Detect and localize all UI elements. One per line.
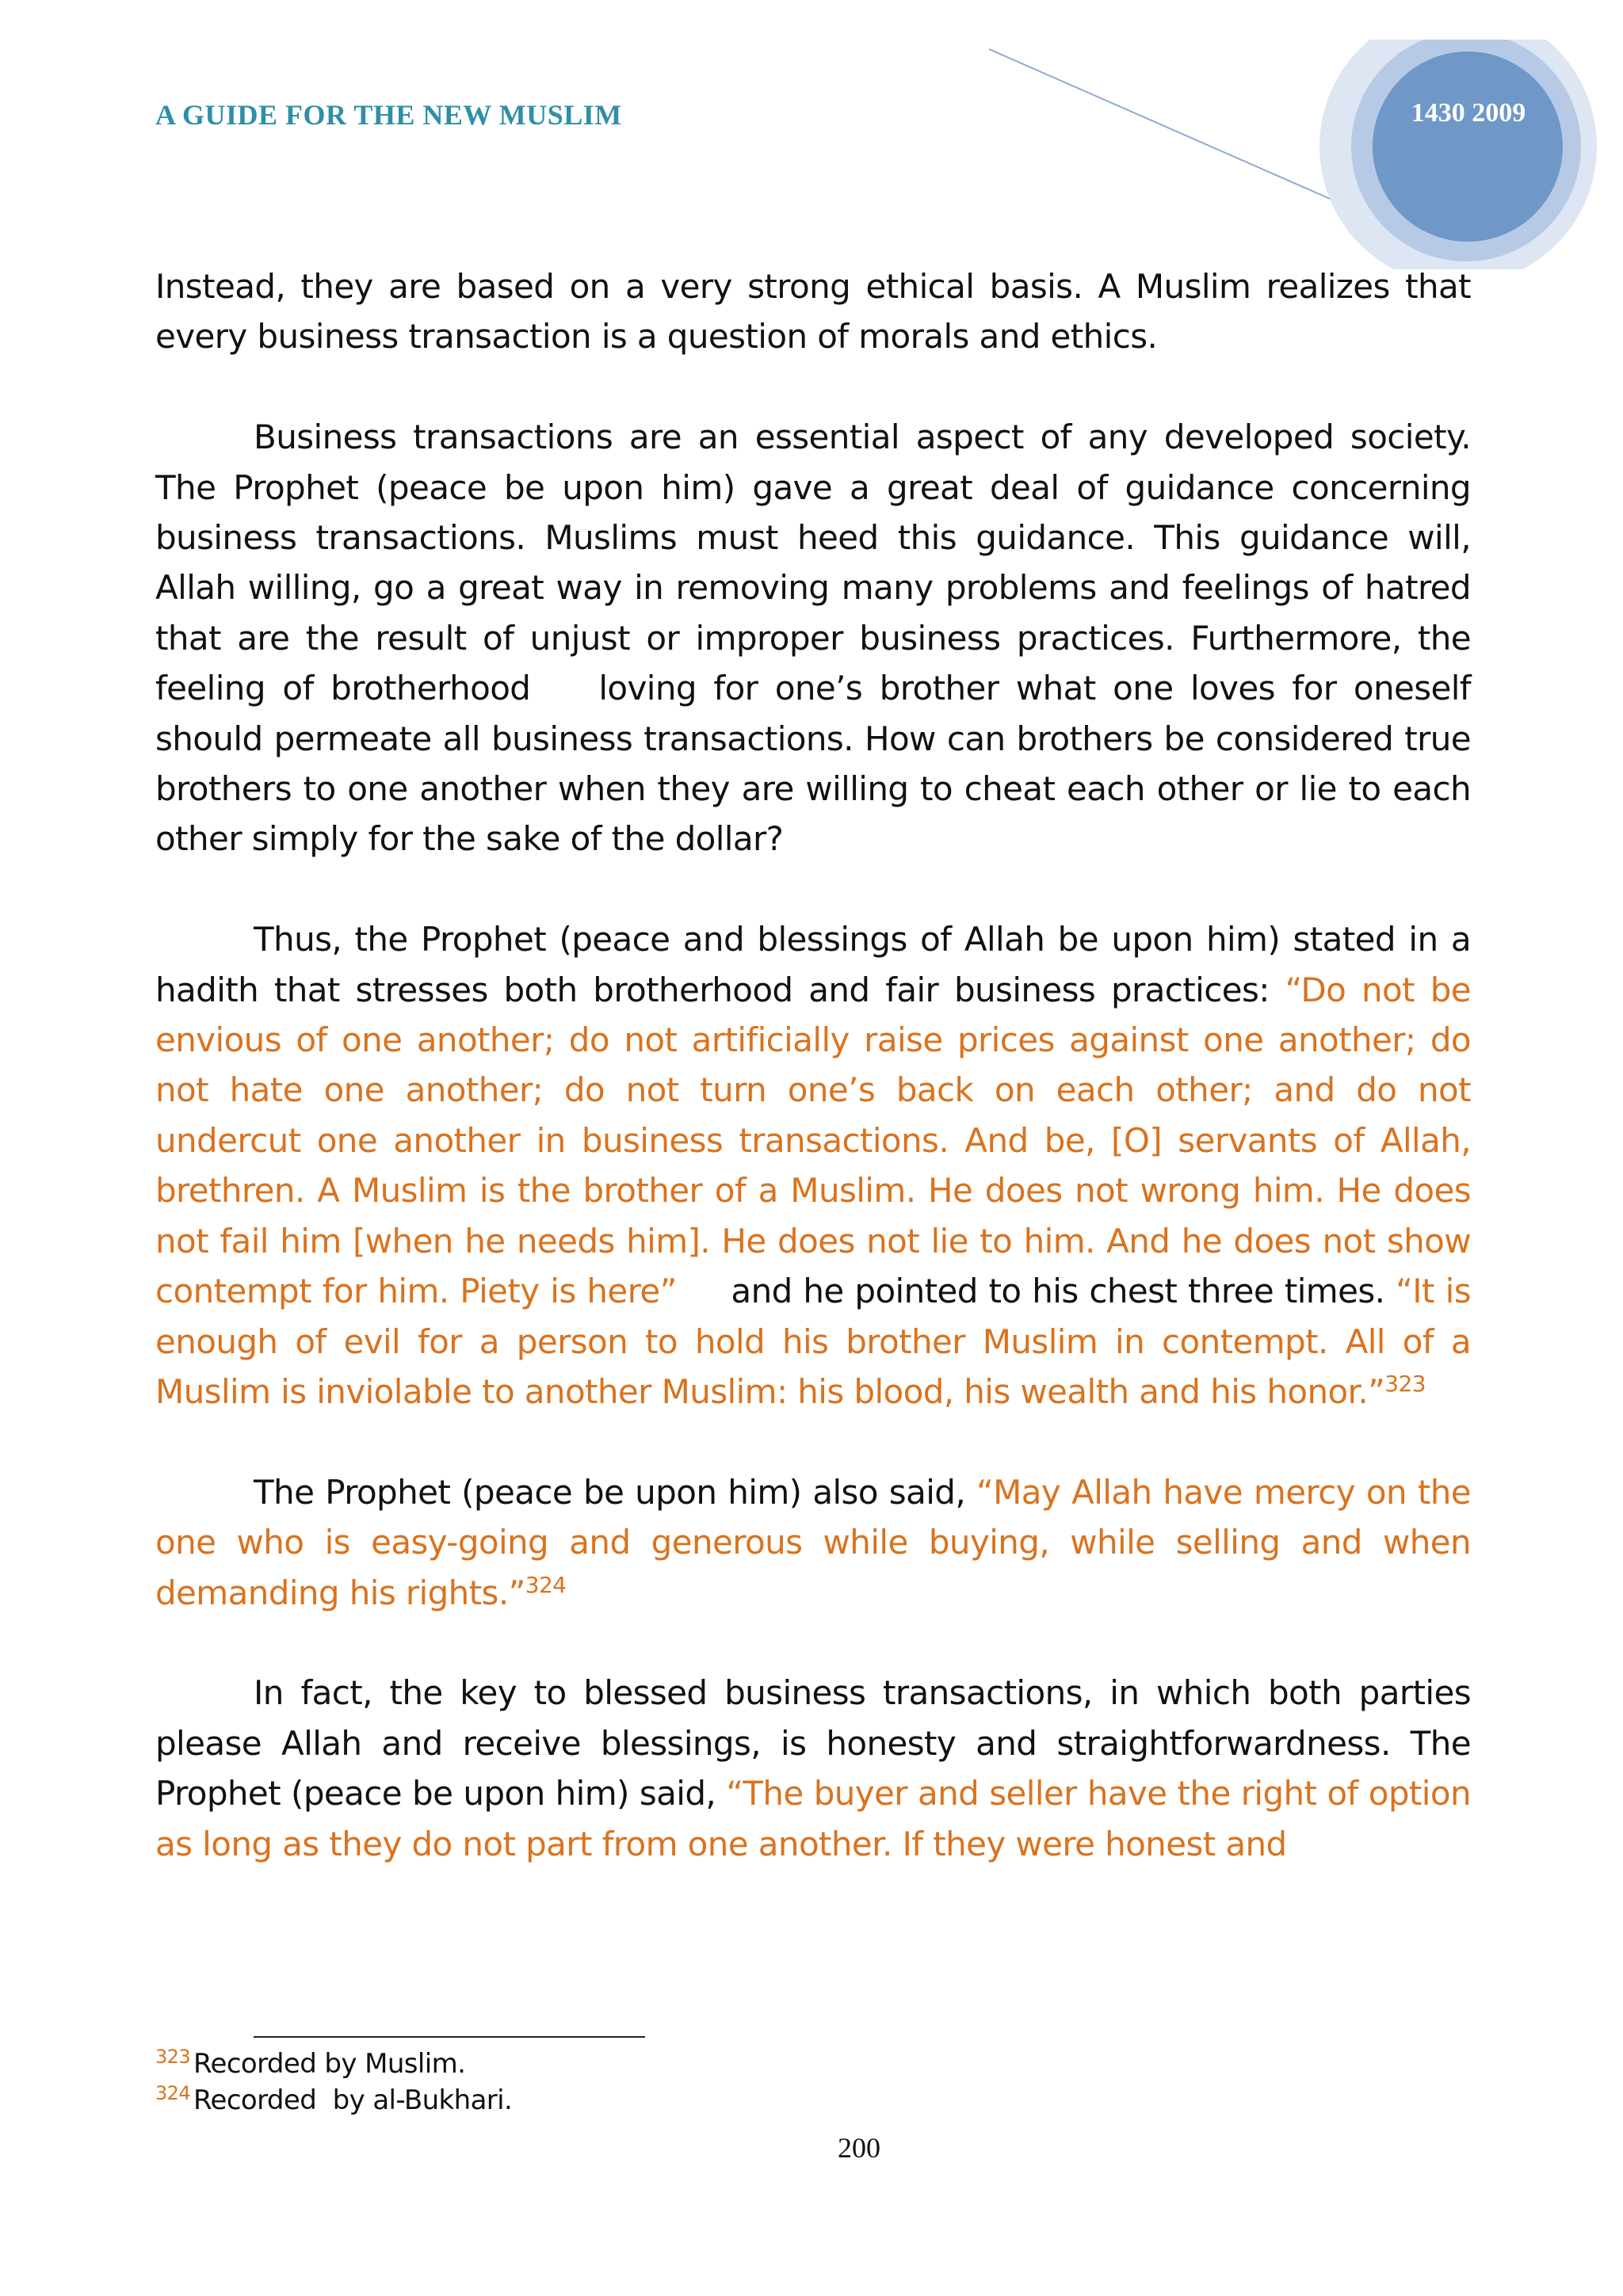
paragraph-5-intro: In fact, the key to blessed business transactions, in which both parties please Allah and receive blessings, is honesty and straightforwardness. The Prophet (peace be upon him) said, (155, 1673, 1471, 1814)
main-text (155, 261, 1512, 1919)
hadith-quote-2: “It is enough of evil for a person to hold his brother Muslim in contempt. All of a Muslim is inviolable to another Muslim: his blood, his wealth and his honor.” (155, 1272, 1471, 1411)
paragraph-3 (155, 914, 1471, 1417)
paragraph-5 (155, 1668, 1471, 1869)
paragraph-1: Instead, they are based on a very strong ethical basis. A Muslim realizes that every business transaction is a question of morals and ethics. (155, 267, 1471, 357)
footnote-number: 323 (155, 2045, 191, 2068)
hadith-quote-1: “Do not be envious of one another; do not artificially raise prices against one another; do not hate one another; do not turn one’s back on each other; and do not undercut one another in business transactions. And be, [O] servants of Allah, brethren. A Muslim is the brother of a Muslim. He does not wrong him. He does not fail him [when he needs him]. He does not lie to him. And he does not show contempt for him. Piety is here” (155, 970, 1471, 1311)
running-header-year: 1430 2009 (1411, 98, 1526, 128)
paragraph-4-intro: The Prophet (peace be upon him) also said, (254, 1472, 976, 1512)
hadith-quote-4: “The buyer and seller have the right of option as long as they do not part from one another. If they were honest and (155, 1774, 1471, 1863)
paragraph-3-middle: and he pointed to his chest three times. (676, 1272, 1396, 1311)
footnote-item (155, 2046, 1106, 2082)
footnote-item (155, 2082, 1106, 2119)
paragraph-4 (155, 1467, 1471, 1618)
footnote-ref-324[interactable]: 324 (525, 1571, 567, 1598)
footnote-text: Recorded by Muslim. (193, 2048, 466, 2080)
hadith-quote-3: “May Allah have mercy on the one who is easy-going and generous while buying, while selling and when demanding his rights.” (155, 1472, 1471, 1612)
footnote-ref-323[interactable]: 323 (1384, 1370, 1426, 1397)
running-header-title: A GUIDE FOR THE NEW MUSLIM (155, 99, 622, 131)
paragraph-3-intro: Thus, the Prophet (peace and blessings of Allah be upon him) stated in a hadith that stresses both brotherhood and fair business practices: (155, 920, 1471, 1009)
page-number: 200 (838, 2132, 880, 2164)
footnote-separator (254, 2036, 645, 2038)
footnote-number: 324 (155, 2081, 191, 2104)
footnotes (155, 2046, 1106, 2119)
paragraph-2: Business transactions are an essential aspect of any developed society. The Prophet (peace be upon him) gave a great deal of guidance concerning business transactions. Muslims must heed this guidance. This guidance will, Allah willing, go a great way in removing many problems and feelings of hatred that are the result of unjust or improper business practices. Furthermore, the feeling of brotherhood loving for one’s brother what one loves for oneself should permeate all business transactions. How can brothers be considered true brothers to one another when they are willing to cheat each other or lie to each other simply for the sake of the dollar? (155, 418, 1512, 859)
footnote-text: Recorded by al-Bukhari. (193, 2084, 513, 2116)
header-decoration (975, 40, 1623, 269)
